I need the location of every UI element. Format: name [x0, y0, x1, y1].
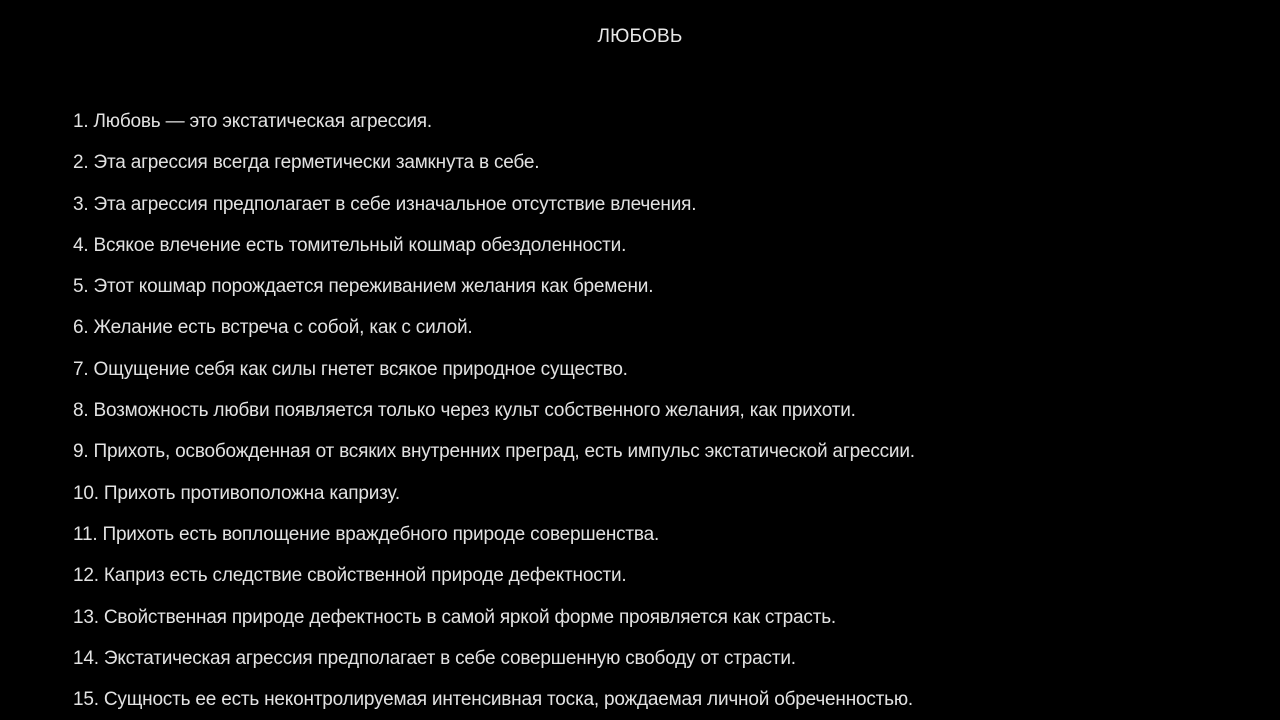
list-item: 5. Этот кошмар порождается переживанием желания как бремени. — [73, 276, 654, 298]
list-item: 3. Эта агрессия предполагает в себе изначальное отсутствие влечения. — [73, 193, 697, 215]
list-item: 9. Прихоть, освобожденная от всяких внутренних преград, есть импульс экстатической агрессии. — [73, 441, 915, 463]
list-item: 15. Сущность ее есть неконтролируемая интенсивная тоска, рождаемая личной обреченностью. — [73, 689, 914, 711]
list-item: 1. Любовь — это экстатическая агрессия. — [73, 111, 432, 132]
page-title: ЛЮБОВЬ — [597, 26, 683, 47]
list-item: 2. Эта агрессия всегда герметически замкнута в себе. — [73, 152, 540, 174]
list-item: 12. Каприз есть следствие свойственной природе дефектности. — [73, 565, 627, 587]
thesis-list — [73, 108, 915, 720]
list-item: 8. Возможность любви появляется только через культ собственного желания, как прихоти. — [73, 400, 856, 422]
list-item: 7. Ощущение себя как силы гнетет всякое природное существо. — [73, 358, 628, 380]
list-item: 6. Желание есть встреча с собой, как с силой. — [73, 317, 473, 339]
list-item: 14. Экстатическая агрессия предполагает в себе совершенную свободу от страсти. — [73, 647, 796, 669]
list-item: 11. Прихоть есть воплощение враждебного природе совершенства. — [73, 523, 660, 545]
list-item: 13. Свойственная природе дефектность в самой яркой форме проявляется как страсть. — [73, 606, 836, 628]
list-item: 10. Прихоть противоположна капризу. — [73, 482, 400, 504]
list-item: 4. Всякое влечение есть томительный кошмар обездоленности. — [73, 234, 627, 256]
